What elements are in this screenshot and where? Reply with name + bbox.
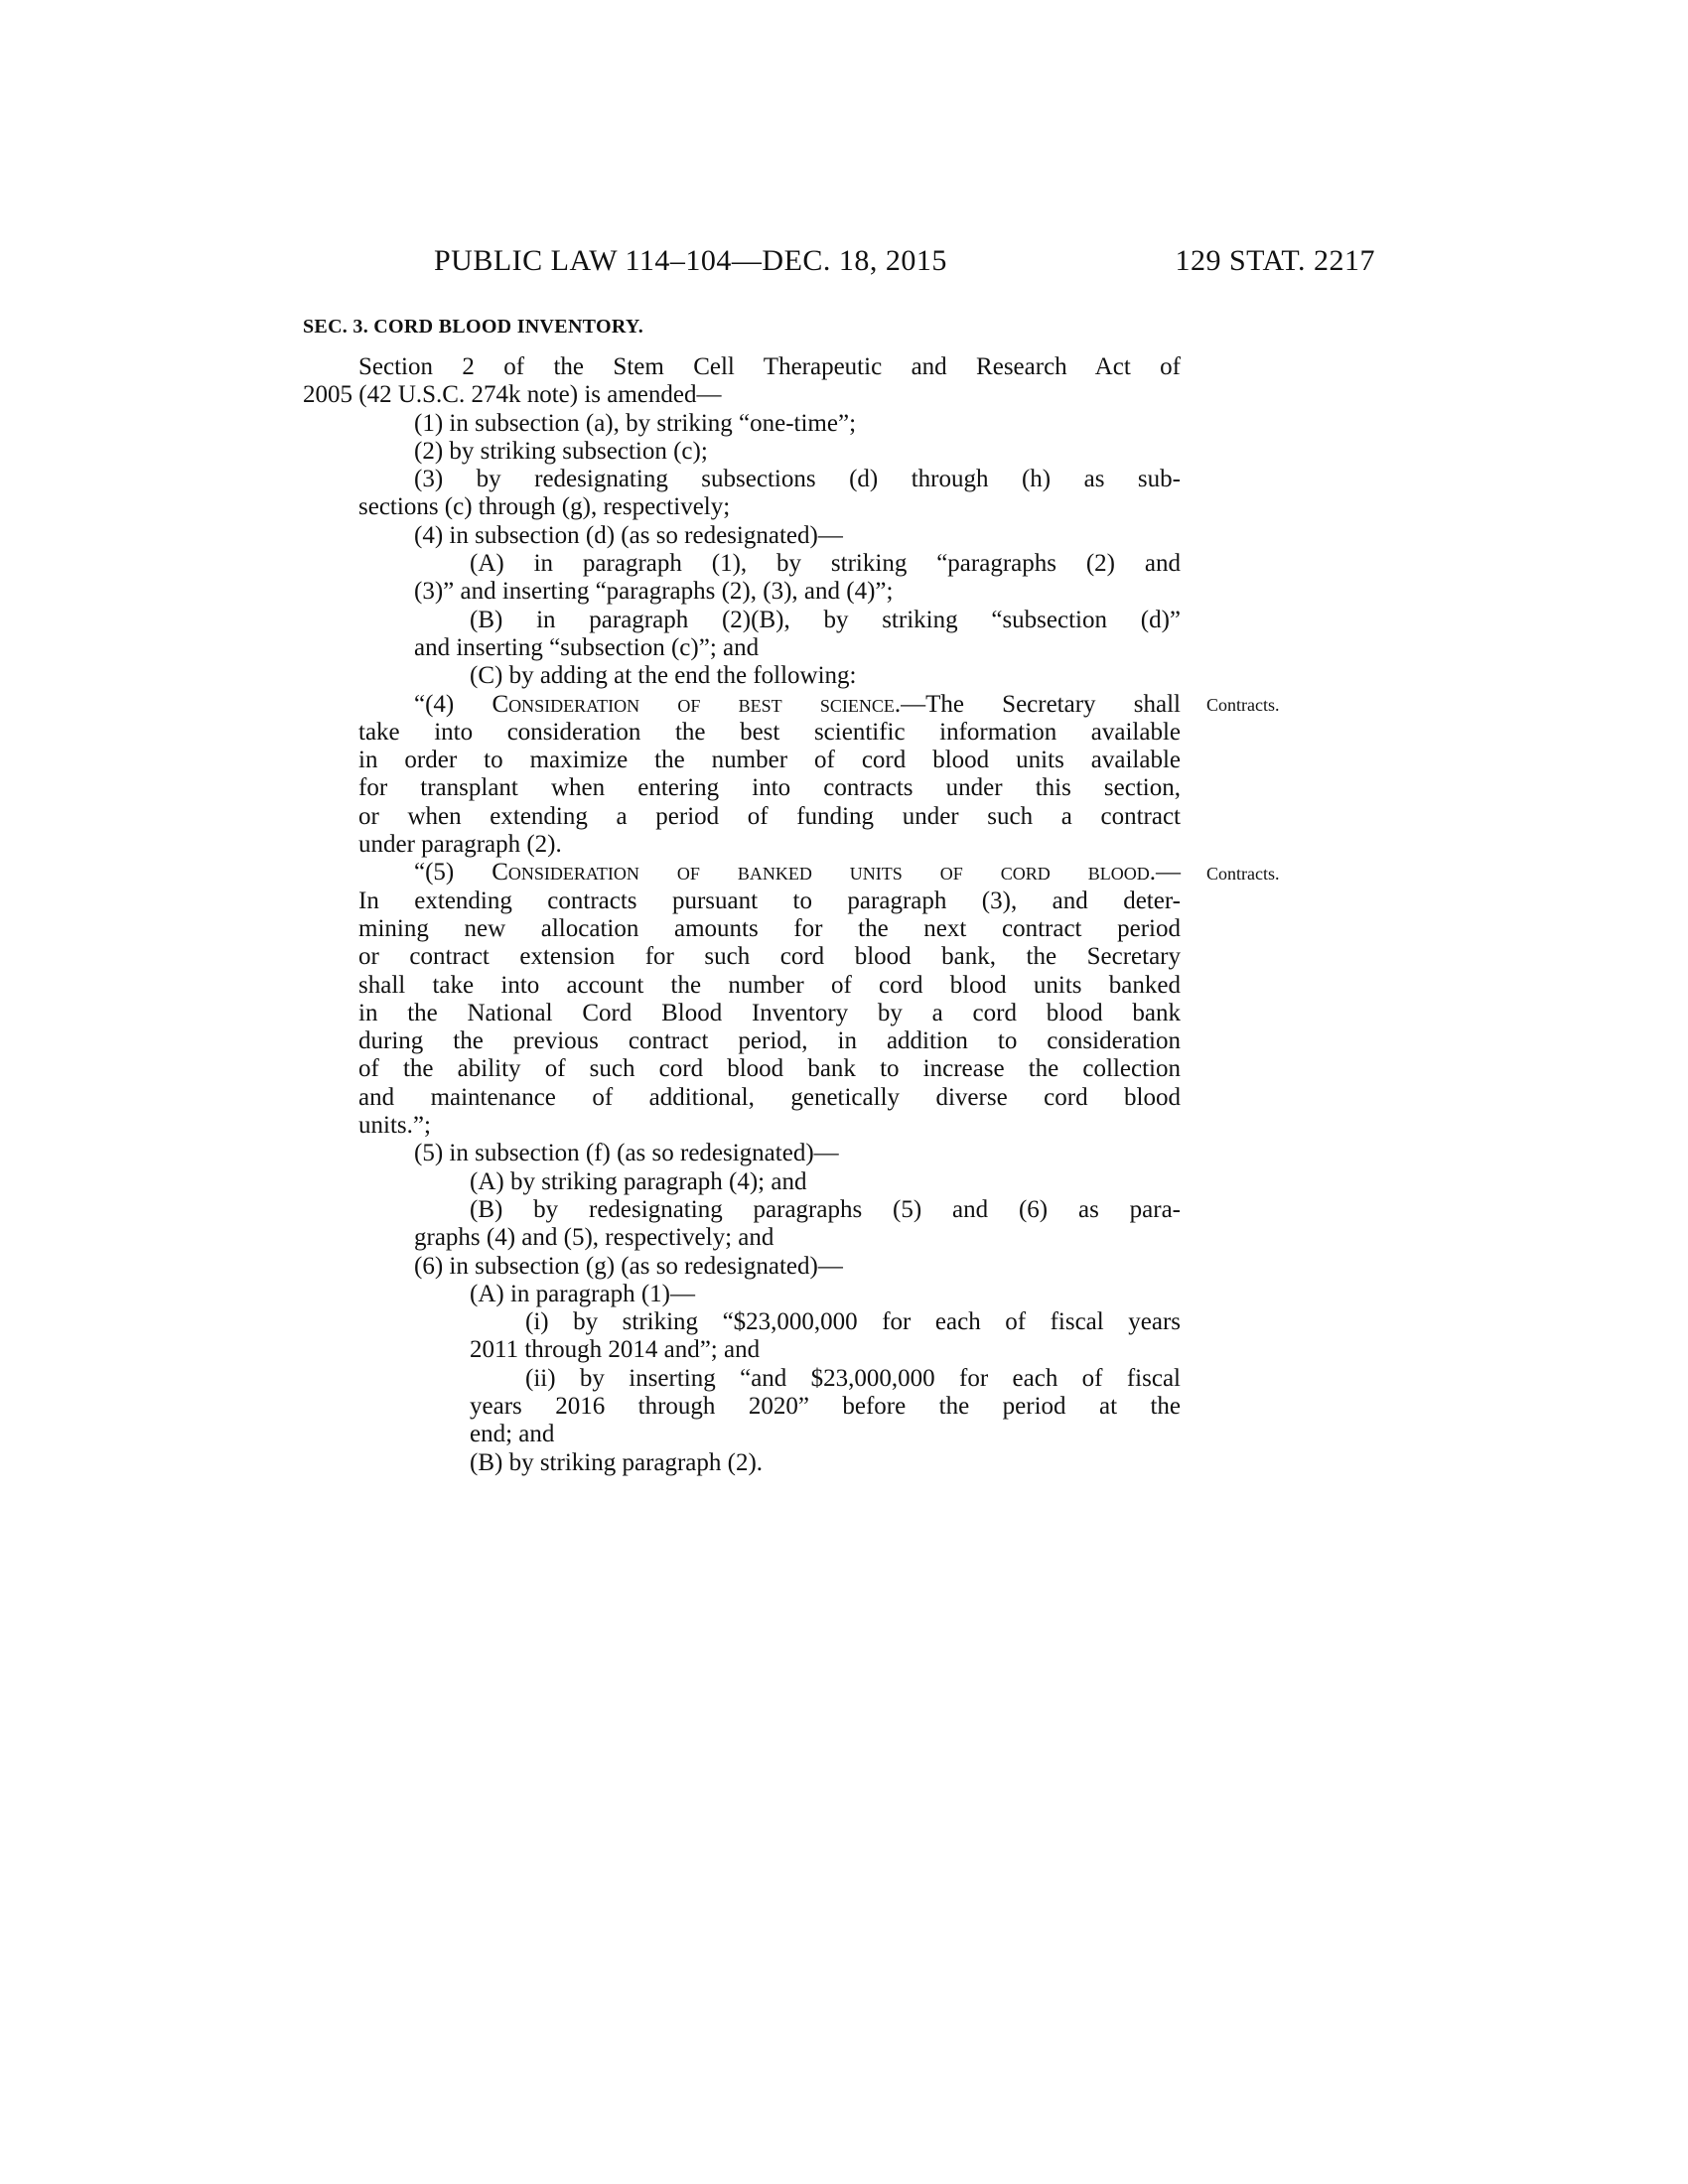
text-line: (B) in paragraph (2)(B), by striking “subsection (d)” xyxy=(470,606,1181,633)
text-line: (3)” and inserting “paragraphs (2), (3), and (4)”; xyxy=(414,578,894,606)
text-line: (4) in subsection (d) (as so redesignated)— xyxy=(414,521,843,549)
text-line: for transplant when entering into contracts under this section, xyxy=(358,774,1181,802)
text-line: sections (c) through (g), respectively; xyxy=(358,493,731,521)
text-line: in order to maximize the number of cord blood units available xyxy=(358,747,1181,774)
text-line: (i) by striking “$23,000,000 for each of fiscal years xyxy=(525,1308,1181,1336)
text-line: of the ability of such cord blood bank to increase the collection xyxy=(358,1055,1181,1083)
text-line: (A) in paragraph (1)— xyxy=(470,1280,695,1307)
section-heading: SEC. 3. CORD BLOOD INVENTORY. xyxy=(303,316,644,338)
paragraph-heading: Consideration of best science xyxy=(492,690,895,718)
paragraph-number: “(5) xyxy=(414,859,492,887)
text-line: (B) by striking paragraph (2). xyxy=(470,1448,764,1476)
paragraph-number: “(4) xyxy=(414,690,492,718)
text-line: 2005 (42 U.S.C. 274k note) is amended— xyxy=(303,381,722,409)
header-stat-citation: 129 STAT. 2217 xyxy=(1175,244,1375,277)
text-line: and inserting “subsection (c)”; and xyxy=(414,633,760,661)
text-line: take into consideration the best scientific information available xyxy=(358,718,1181,746)
text-line: end; and xyxy=(470,1421,555,1448)
margin-note-contracts: Contracts. xyxy=(1206,695,1280,715)
text-line: (5) in subsection (f) (as so redesignated)— xyxy=(414,1140,839,1167)
text-line: shall take into account the number of cord blood units banked xyxy=(358,971,1181,999)
text-line: graphs (4) and (5), respectively; and xyxy=(414,1224,774,1252)
text-line: units.”; xyxy=(358,1112,431,1140)
section-body xyxy=(303,353,1181,1477)
paragraph-heading: Consideration of banked units of cord blood xyxy=(492,859,1150,887)
text-line: mining new allocation amounts for the next contract period xyxy=(358,914,1181,942)
text-line: (A) by striking paragraph (4); and xyxy=(470,1167,807,1195)
text-line-paragraph-5 xyxy=(303,859,1181,887)
margin-note-contracts: Contracts. xyxy=(1206,864,1280,884)
text-line: (1) in subsection (a), by striking “one-time”; xyxy=(414,409,857,437)
text-line: (ii) by inserting “and $23,000,000 for each of fiscal xyxy=(525,1364,1181,1392)
text-line: or when extending a period of funding under such a contract xyxy=(358,802,1181,830)
text-line-paragraph-4 xyxy=(303,691,1181,719)
text-line: (2) by striking subsection (c); xyxy=(414,437,708,465)
text-line: In extending contracts pursuant to paragraph (3), and deter- xyxy=(358,887,1181,914)
text-line: (B) by redesignating paragraphs (5) and (6) as para- xyxy=(470,1195,1181,1223)
text-line: or contract extension for such cord blood bank, the Secretary xyxy=(358,943,1181,971)
text-line: during the previous contract period, in addition to consideration xyxy=(358,1027,1181,1055)
text-line: (3) by redesignating subsections (d) through (h) as sub- xyxy=(414,466,1181,493)
text-line: Section 2 of the Stem Cell Therapeutic and Research Act of xyxy=(358,353,1181,380)
text-line: (C) by adding at the end the following: xyxy=(470,662,857,690)
running-header xyxy=(303,244,1375,284)
text-line: under paragraph (2). xyxy=(358,831,562,859)
text-line: 2011 through 2014 and”; and xyxy=(470,1336,761,1364)
paragraph-lead: .—The Secretary shall xyxy=(894,690,1181,718)
paragraph-lead: .— xyxy=(1149,859,1181,887)
text-line: years 2016 through 2020” before the period at the xyxy=(470,1392,1181,1420)
header-title: PUBLIC LAW 114–104—DEC. 18, 2015 xyxy=(434,244,947,277)
text-line: (A) in paragraph (1), by striking “paragraphs (2) and xyxy=(470,550,1181,578)
text-line: in the National Cord Blood Inventory by a cord blood bank xyxy=(358,999,1181,1026)
text-line: and maintenance of additional, genetically diverse cord blood xyxy=(358,1083,1181,1111)
text-line: (6) in subsection (g) (as so redesignated)— xyxy=(414,1252,843,1280)
